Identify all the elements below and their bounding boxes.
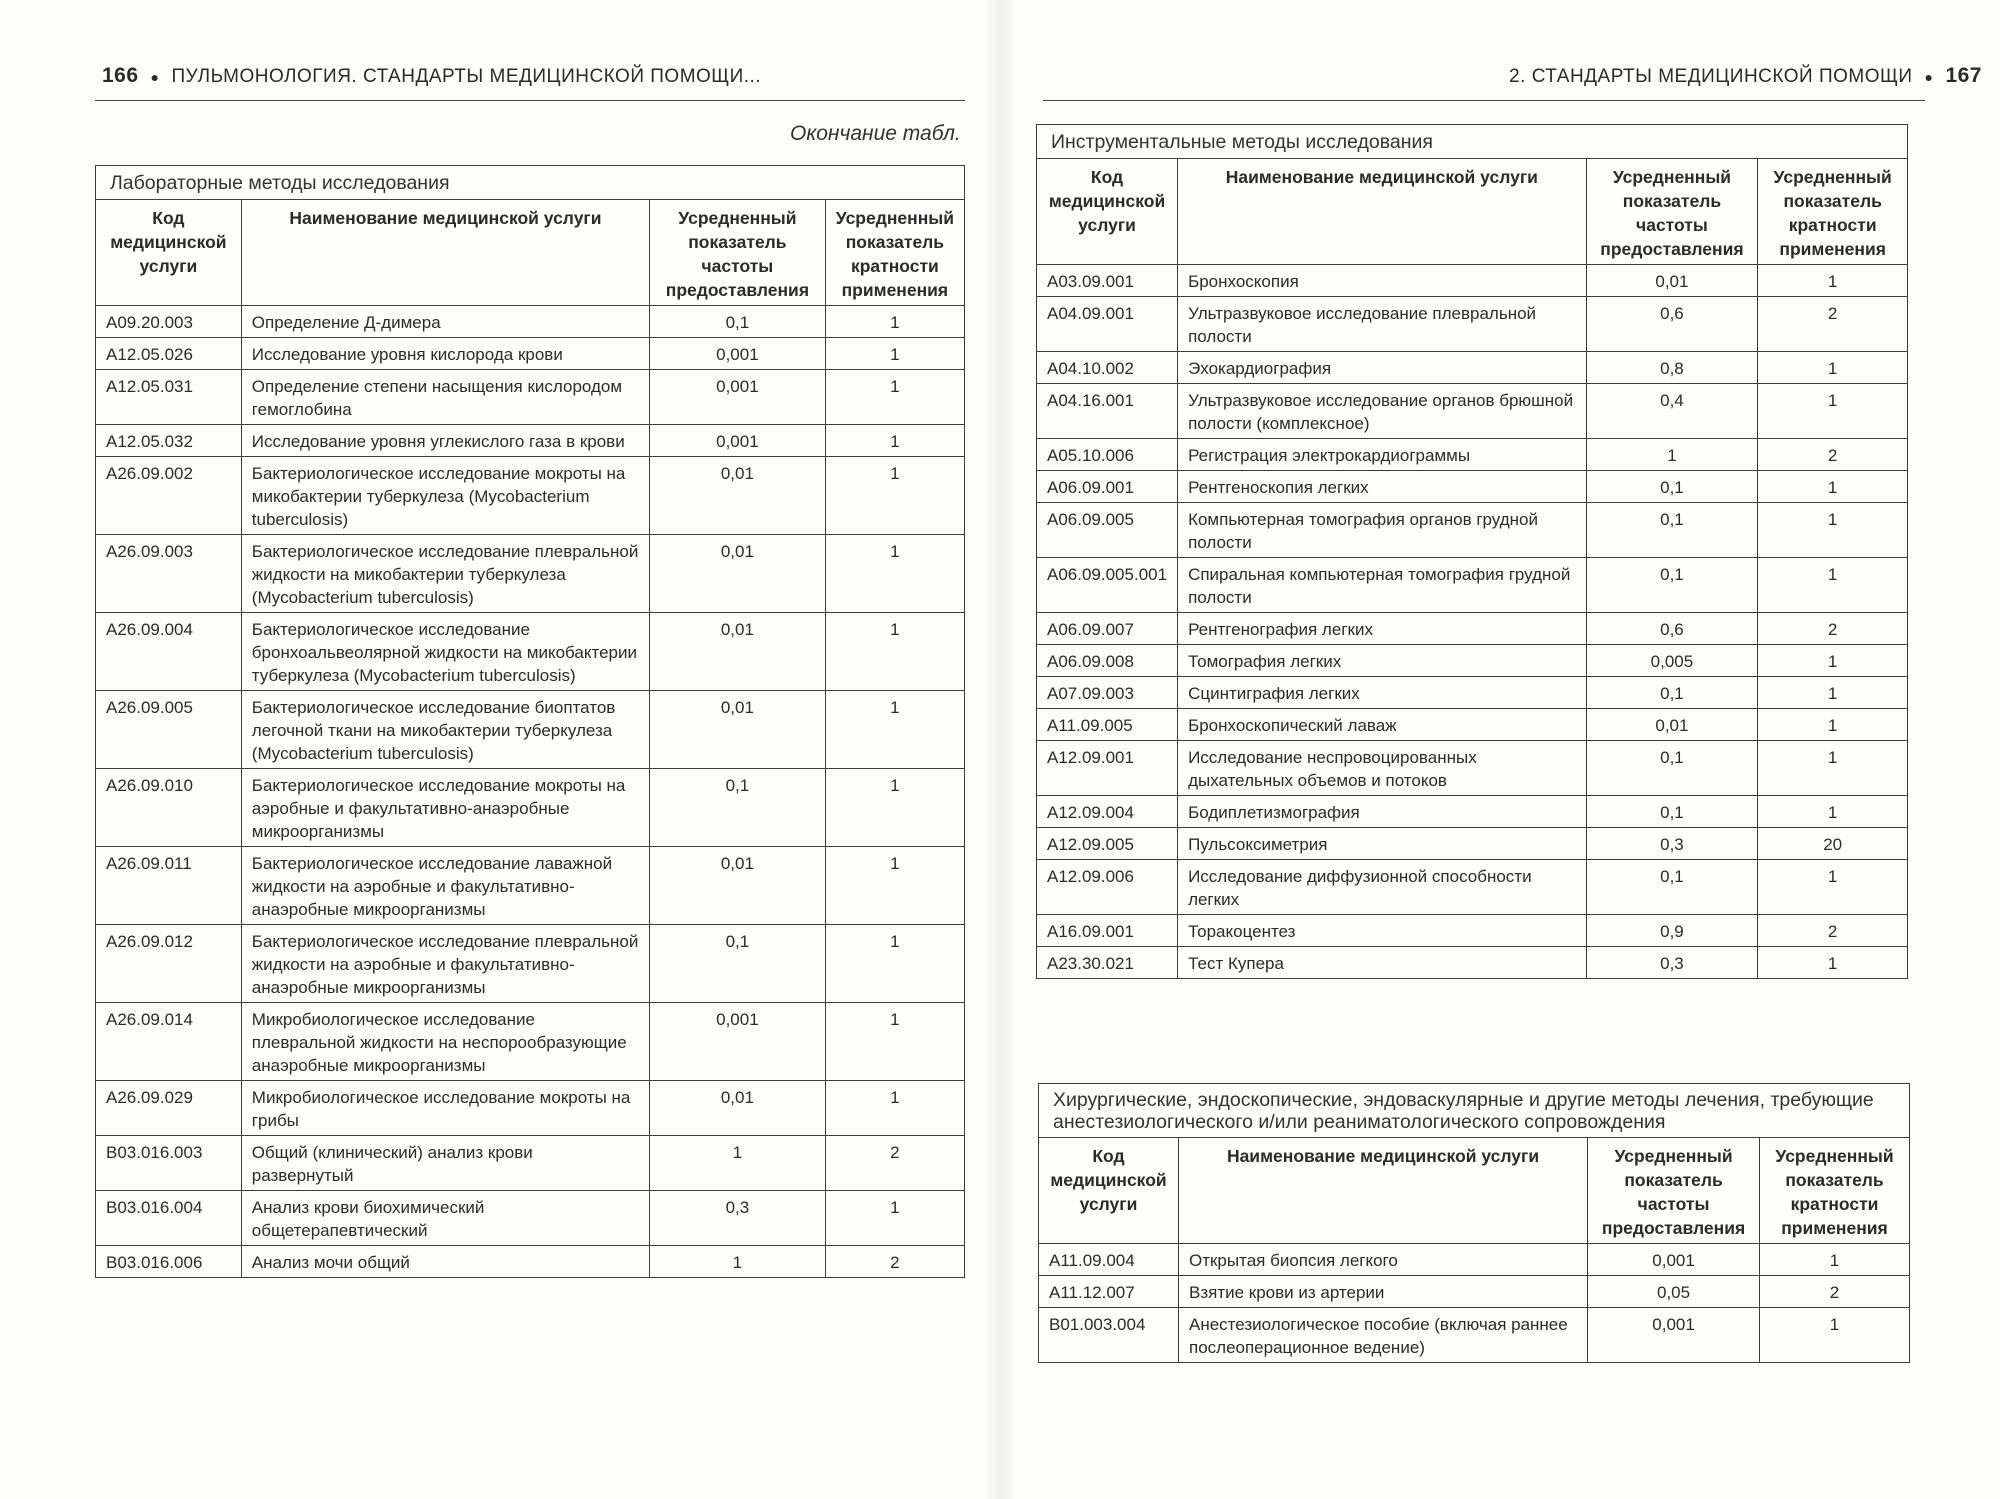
instrumental-methods-table — [1036, 124, 1908, 979]
service-code: A26.09.004 — [96, 613, 242, 691]
frequency-value: 0,1 — [650, 769, 826, 847]
multiplicity-value: 1 — [825, 338, 964, 370]
col-header-frequency: Усредненный показатель частоты предоставления — [1586, 159, 1758, 265]
frequency-value: 0,01 — [650, 1081, 826, 1136]
multiplicity-value: 1 — [825, 1191, 964, 1246]
bullet-icon: ● — [1924, 69, 1934, 85]
service-name: Компьютерная томография органов грудной полости — [1178, 503, 1586, 558]
service-code: A23.30.021 — [1037, 947, 1178, 979]
right-running-header — [1509, 64, 1982, 88]
header-rule — [95, 100, 965, 101]
service-code: A11.09.005 — [1037, 709, 1178, 741]
service-code: A12.09.005 — [1037, 828, 1178, 860]
frequency-value: 0,6 — [1586, 613, 1758, 645]
table-row — [1037, 915, 1908, 947]
multiplicity-value: 2 — [1758, 613, 1908, 645]
service-code: A26.09.002 — [96, 457, 242, 535]
multiplicity-value: 2 — [825, 1136, 964, 1191]
frequency-value: 0,8 — [1586, 352, 1758, 384]
multiplicity-value: 1 — [1758, 352, 1908, 384]
multiplicity-value: 2 — [1760, 1276, 1910, 1308]
service-code: A12.09.004 — [1037, 796, 1178, 828]
multiplicity-value: 1 — [1758, 741, 1908, 796]
left-running-header — [102, 64, 761, 88]
frequency-value: 0,1 — [650, 306, 826, 338]
multiplicity-value: 1 — [825, 613, 964, 691]
multiplicity-value: 1 — [1758, 503, 1908, 558]
service-code: A11.09.004 — [1039, 1244, 1179, 1276]
frequency-value: 0,1 — [1586, 860, 1758, 915]
service-name: Торакоцентез — [1178, 915, 1586, 947]
service-code: A12.09.001 — [1037, 741, 1178, 796]
table-row — [1037, 645, 1908, 677]
table-title: Хирургические, эндоскопические, эндоваскулярные и другие методы лечения, требующие анестезиологического и/или реаниматологического сопровождения — [1038, 1083, 1910, 1137]
frequency-value: 0,4 — [1586, 384, 1758, 439]
frequency-value: 0,1 — [1586, 796, 1758, 828]
col-header-code: Код медицинской услуги — [1037, 159, 1178, 265]
service-code: A04.09.001 — [1037, 297, 1178, 352]
service-name: Бодиплетизмография — [1178, 796, 1586, 828]
service-code: A04.16.001 — [1037, 384, 1178, 439]
service-code: A12.05.031 — [96, 370, 242, 425]
service-name: Общий (клинический) анализ крови развернутый — [241, 1136, 649, 1191]
table-row — [1037, 796, 1908, 828]
service-code: A06.09.008 — [1037, 645, 1178, 677]
service-name: Бактериологическое исследование биоптатов легочной ткани на микобактерии туберкулеза (Mycobacterium tuberculosis) — [241, 691, 649, 769]
service-name: Рентгенография легких — [1178, 613, 1586, 645]
multiplicity-value: 1 — [825, 457, 964, 535]
frequency-value: 0,1 — [1586, 558, 1758, 613]
service-name: Регистрация электрокардиограммы — [1178, 439, 1586, 471]
multiplicity-value: 1 — [825, 769, 964, 847]
table-row — [1037, 384, 1908, 439]
table-row — [96, 769, 965, 847]
multiplicity-value: 1 — [1760, 1244, 1910, 1276]
table-row — [1037, 471, 1908, 503]
service-name: Определение Д-димера — [241, 306, 649, 338]
table-row — [1037, 352, 1908, 384]
multiplicity-value: 1 — [825, 1003, 964, 1081]
service-code: A26.09.029 — [96, 1081, 242, 1136]
service-name: Бронхоскопия — [1178, 265, 1586, 297]
multiplicity-value: 2 — [1758, 297, 1908, 352]
service-name: Бактериологическое исследование мокроты на аэробные и факультативно-анаэробные микроорганизмы — [241, 769, 649, 847]
table-row — [96, 457, 965, 535]
table-continuation-label: Окончание табл. — [790, 122, 961, 145]
multiplicity-value: 1 — [825, 925, 964, 1003]
col-header-name: Наименование медицинской услуги — [241, 200, 649, 306]
table-header-row — [1039, 1138, 1910, 1244]
table-row — [96, 613, 965, 691]
frequency-value: 0,001 — [650, 1003, 826, 1081]
service-code: A12.05.026 — [96, 338, 242, 370]
multiplicity-value: 1 — [1758, 645, 1908, 677]
frequency-value: 0,1 — [650, 925, 826, 1003]
service-code: A06.09.005 — [1037, 503, 1178, 558]
table-row — [96, 1081, 965, 1136]
service-name: Пульсоксиметрия — [1178, 828, 1586, 860]
service-code: A04.10.002 — [1037, 352, 1178, 384]
table-row — [96, 1246, 965, 1278]
table-row — [96, 338, 965, 370]
multiplicity-value: 1 — [1758, 860, 1908, 915]
table-row — [1039, 1276, 1910, 1308]
frequency-value: 0,01 — [1586, 265, 1758, 297]
frequency-value: 0,001 — [1588, 1244, 1760, 1276]
table-row — [96, 847, 965, 925]
frequency-value: 0,05 — [1588, 1276, 1760, 1308]
multiplicity-value: 1 — [825, 535, 964, 613]
multiplicity-value: 1 — [1758, 265, 1908, 297]
frequency-value: 0,3 — [1586, 828, 1758, 860]
table-row — [1037, 677, 1908, 709]
frequency-value: 0,1 — [1586, 503, 1758, 558]
col-header-multiplicity: Усредненный показатель кратности применения — [1760, 1138, 1910, 1244]
frequency-value: 1 — [1586, 439, 1758, 471]
multiplicity-value: 1 — [825, 847, 964, 925]
table-row — [1037, 947, 1908, 979]
service-name: Открытая биопсия легкого — [1178, 1244, 1587, 1276]
service-name: Эхокардиография — [1178, 352, 1586, 384]
table-body — [1039, 1244, 1910, 1363]
service-code: A06.09.005.001 — [1037, 558, 1178, 613]
frequency-value: 0,001 — [650, 338, 826, 370]
service-code: A07.09.003 — [1037, 677, 1178, 709]
service-name: Взятие крови из артерии — [1178, 1276, 1587, 1308]
service-code: A12.05.032 — [96, 425, 242, 457]
service-code: A09.20.003 — [96, 306, 242, 338]
service-code: A26.09.005 — [96, 691, 242, 769]
table-header-row — [96, 200, 965, 306]
col-header-name: Наименование медицинской услуги — [1178, 1138, 1587, 1244]
service-name: Анализ мочи общий — [241, 1246, 649, 1278]
service-code: B03.016.006 — [96, 1246, 242, 1278]
col-header-name: Наименование медицинской услуги — [1178, 159, 1586, 265]
col-header-multiplicity: Усредненный показатель кратности применения — [1758, 159, 1908, 265]
service-name: Бронхоскопический лаваж — [1178, 709, 1586, 741]
col-header-frequency: Усредненный показатель частоты предоставления — [1588, 1138, 1760, 1244]
multiplicity-value: 1 — [1758, 677, 1908, 709]
multiplicity-value: 1 — [1758, 796, 1908, 828]
service-name: Микробиологическое исследование плевральной жидкости на неспорообразующие анаэробные микроорганизмы — [241, 1003, 649, 1081]
table-row — [1037, 860, 1908, 915]
multiplicity-value: 1 — [1758, 947, 1908, 979]
service-name: Тест Купера — [1178, 947, 1586, 979]
service-name: Ультразвуковое исследование плевральной полости — [1178, 297, 1586, 352]
multiplicity-value: 2 — [825, 1246, 964, 1278]
service-code: A26.09.010 — [96, 769, 242, 847]
table-row — [96, 691, 965, 769]
table-row — [1037, 828, 1908, 860]
table-row — [1039, 1244, 1910, 1276]
multiplicity-value: 1 — [825, 306, 964, 338]
frequency-value: 0,01 — [650, 847, 826, 925]
multiplicity-value: 1 — [825, 425, 964, 457]
table-row — [1037, 558, 1908, 613]
service-code: A12.09.006 — [1037, 860, 1178, 915]
bullet-icon: ● — [150, 69, 160, 85]
service-name: Исследование диффузионной способности легких — [1178, 860, 1586, 915]
service-name: Анализ крови биохимический общетерапевтический — [241, 1191, 649, 1246]
surgical-methods-table — [1038, 1083, 1910, 1363]
service-name: Бактериологическое исследование мокроты на микобактерии туберкулеза (Mycobacterium tuberculosis) — [241, 457, 649, 535]
service-code: A26.09.012 — [96, 925, 242, 1003]
frequency-value: 0,3 — [1586, 947, 1758, 979]
page-number: 167 — [1945, 64, 1982, 87]
service-name: Микробиологическое исследование мокроты на грибы — [241, 1081, 649, 1136]
service-name: Ультразвуковое исследование органов брюшной полости (комплексное) — [1178, 384, 1586, 439]
service-code: A26.09.011 — [96, 847, 242, 925]
table-row — [1037, 741, 1908, 796]
service-name: Исследование уровня углекислого газа в крови — [241, 425, 649, 457]
multiplicity-value: 20 — [1758, 828, 1908, 860]
service-name: Бактериологическое исследование плевральной жидкости на аэробные и факультативно-анаэробные микроорганизмы — [241, 925, 649, 1003]
service-name: Определение степени насыщения кислородом гемоглобина — [241, 370, 649, 425]
service-code: B01.003.004 — [1039, 1308, 1179, 1363]
service-code: A11.12.007 — [1039, 1276, 1179, 1308]
frequency-value: 0,001 — [650, 370, 826, 425]
frequency-value: 0,1 — [1586, 677, 1758, 709]
lab-methods-table — [95, 165, 965, 1278]
table-row — [1037, 709, 1908, 741]
table-row — [96, 370, 965, 425]
service-name: Сцинтиграфия легких — [1178, 677, 1586, 709]
service-name: Бактериологическое исследование плевральной жидкости на микобактерии туберкулеза (Mycobacterium tuberculosis) — [241, 535, 649, 613]
frequency-value: 0,005 — [1586, 645, 1758, 677]
frequency-value: 0,01 — [650, 535, 826, 613]
multiplicity-value: 1 — [825, 1081, 964, 1136]
table-title: Инструментальные методы исследования — [1036, 124, 1908, 158]
service-name: Томография легких — [1178, 645, 1586, 677]
table-row — [96, 1003, 965, 1081]
frequency-value: 1 — [650, 1136, 826, 1191]
service-name: Рентгеноскопия легких — [1178, 471, 1586, 503]
service-code: B03.016.003 — [96, 1136, 242, 1191]
service-code: A03.09.001 — [1037, 265, 1178, 297]
frequency-value: 0,9 — [1586, 915, 1758, 947]
service-name: Исследование уровня кислорода крови — [241, 338, 649, 370]
frequency-value: 0,1 — [1586, 471, 1758, 503]
frequency-value: 0,001 — [650, 425, 826, 457]
table-row — [1037, 265, 1908, 297]
service-code: A06.09.001 — [1037, 471, 1178, 503]
table-body — [1037, 265, 1908, 979]
running-title: ПУЛЬМОНОЛОГИЯ. СТАНДАРТЫ МЕДИЦИНСКОЙ ПОМОЩИ... — [171, 66, 762, 87]
multiplicity-value: 1 — [1758, 471, 1908, 503]
service-name: Спиральная компьютерная томография грудной полости — [1178, 558, 1586, 613]
table-row — [96, 1136, 965, 1191]
table-row — [96, 306, 965, 338]
running-title: 2. СТАНДАРТЫ МЕДИЦИНСКОЙ ПОМОЩИ — [1509, 66, 1913, 87]
frequency-value: 0,01 — [650, 691, 826, 769]
frequency-value: 0,01 — [650, 613, 826, 691]
service-code: A06.09.007 — [1037, 613, 1178, 645]
multiplicity-value: 1 — [1760, 1308, 1910, 1363]
table-row — [96, 535, 965, 613]
service-code: A16.09.001 — [1037, 915, 1178, 947]
table-row — [96, 1191, 965, 1246]
multiplicity-value: 1 — [1758, 558, 1908, 613]
service-code: A05.10.006 — [1037, 439, 1178, 471]
table-row — [96, 925, 965, 1003]
table-row — [1037, 613, 1908, 645]
frequency-value: 0,01 — [650, 457, 826, 535]
page-number: 166 — [102, 64, 139, 87]
frequency-value: 0,6 — [1586, 297, 1758, 352]
service-code: A26.09.003 — [96, 535, 242, 613]
table-body — [96, 306, 965, 1278]
multiplicity-value: 1 — [1758, 384, 1908, 439]
frequency-value: 1 — [650, 1246, 826, 1278]
frequency-value: 0,001 — [1588, 1308, 1760, 1363]
col-header-multiplicity: Усредненный показатель кратности применения — [825, 200, 964, 306]
left-page — [0, 0, 990, 1499]
multiplicity-value: 2 — [1758, 439, 1908, 471]
multiplicity-value: 1 — [825, 691, 964, 769]
service-name: Анестезиологическое пособие (включая раннее послеоперационное ведение) — [1178, 1308, 1587, 1363]
table-row — [96, 425, 965, 457]
table-title: Лабораторные методы исследования — [95, 165, 965, 199]
multiplicity-value: 1 — [825, 370, 964, 425]
table-header-row — [1037, 159, 1908, 265]
multiplicity-value: 2 — [1758, 915, 1908, 947]
col-header-code: Код медицинской услуги — [96, 200, 242, 306]
service-code: A26.09.014 — [96, 1003, 242, 1081]
table-row — [1037, 297, 1908, 352]
frequency-value: 0,1 — [1586, 741, 1758, 796]
table-row — [1039, 1308, 1910, 1363]
col-header-frequency: Усредненный показатель частоты предоставления — [650, 200, 826, 306]
service-name: Бактериологическое исследование бронхоальвеолярной жидкости на микобактерии туберкулеза (Mycobacterium tuberculosis) — [241, 613, 649, 691]
frequency-value: 0,3 — [650, 1191, 826, 1246]
service-name: Бактериологическое исследование лаважной жидкости на аэробные и факультативно-анаэробные микроорганизмы — [241, 847, 649, 925]
multiplicity-value: 1 — [1758, 709, 1908, 741]
table-row — [1037, 439, 1908, 471]
service-code: B03.016.004 — [96, 1191, 242, 1246]
header-rule — [1043, 100, 1925, 101]
col-header-code: Код медицинской услуги — [1039, 1138, 1179, 1244]
table-row — [1037, 503, 1908, 558]
service-name: Исследование неспровоцированных дыхательных объемов и потоков — [1178, 741, 1586, 796]
frequency-value: 0,01 — [1586, 709, 1758, 741]
